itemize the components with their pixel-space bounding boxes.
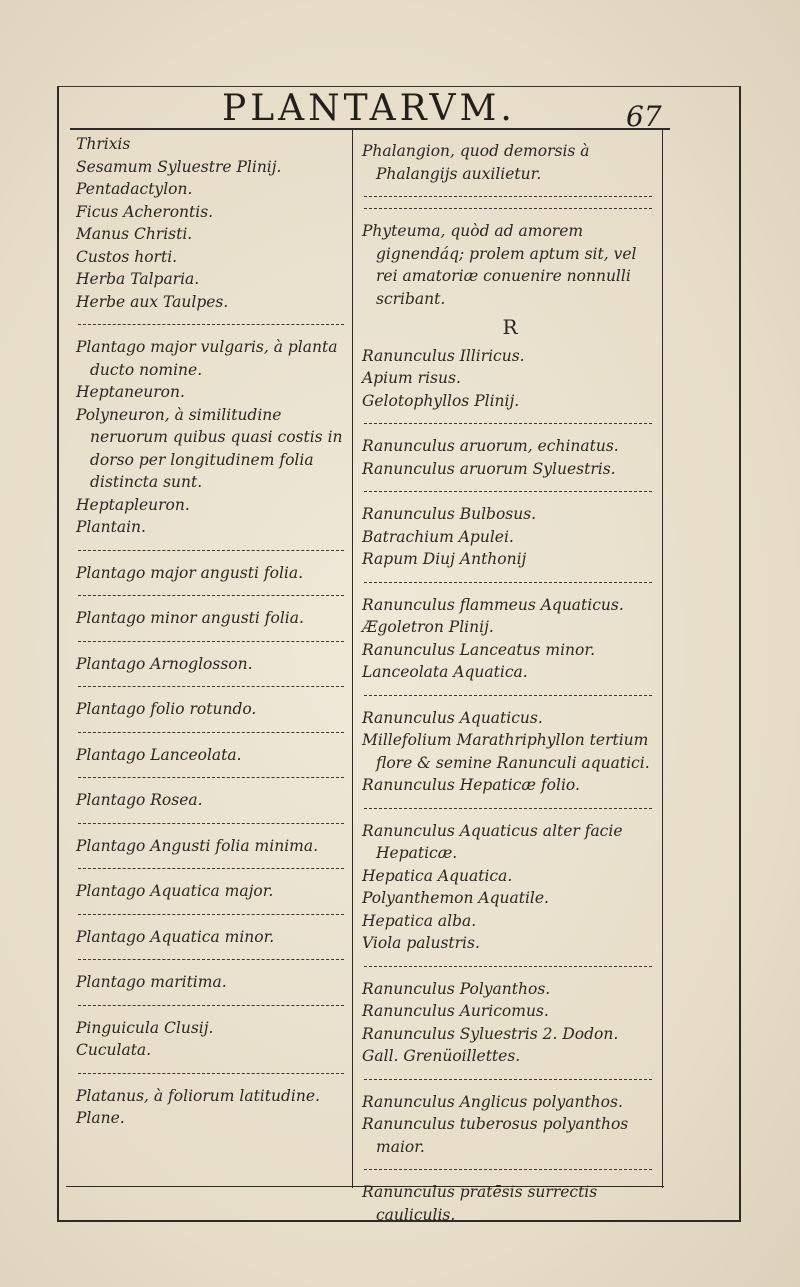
entry-separator — [364, 808, 652, 809]
plant-name: Ficus Acherontis. — [76, 202, 214, 221]
plant-name: Ranunculus aruorum Syluestris. — [362, 459, 616, 478]
plant-entry — [362, 820, 658, 955]
entry-separator — [78, 641, 344, 642]
entry-separator — [364, 1079, 652, 1080]
plant-name: Rapum Diuj Anthonij — [362, 550, 527, 568]
plant-entry — [76, 926, 350, 949]
plant-name: Ranunculus Bulbosus. — [362, 505, 537, 523]
plant-name: Ranunculus Illiricus. — [362, 346, 525, 365]
entry-separator — [78, 732, 344, 733]
plant-name: Custos horti. — [76, 247, 178, 266]
entry-separator — [78, 777, 344, 778]
entry-separator — [364, 491, 652, 492]
entry-separator — [364, 1169, 652, 1170]
plant-name: Plantain. — [76, 518, 146, 536]
plant-entry — [362, 1181, 658, 1226]
plant-name: Ranunculus flammeus Aquaticus. — [362, 595, 624, 614]
plant-entry — [76, 1017, 350, 1062]
plant-name: Viola palustris. — [362, 934, 480, 952]
plant-name: Hepatica Aquatica. — [362, 866, 513, 885]
entry-separator — [78, 823, 344, 824]
entry-separator — [78, 914, 344, 915]
plant-name: Ægoletron Plinij. — [362, 618, 494, 636]
plant-entry — [76, 562, 350, 585]
plant-entry — [76, 835, 350, 858]
plant-entry — [76, 1085, 350, 1130]
plant-entry — [362, 345, 658, 413]
plant-name: Plantago Aquatica minor. — [76, 927, 275, 946]
plant-name: Phalangion, quod demorsis à Phalangijs auxilietur. — [362, 142, 590, 183]
plant-entry — [76, 133, 350, 313]
plant-name: Phyteuma, quòd ad amorem gignendáq; prolem aptum sit, vel rei amatoriæ conuenire nonnulli scribant. — [362, 222, 637, 308]
column-divider — [352, 130, 353, 1188]
entry-separator — [78, 595, 344, 596]
plant-name: Ranunculus pratēsis surrectis cauliculis. — [362, 1183, 598, 1224]
plant-name: Pentadactylon. — [76, 180, 193, 198]
plant-name: Ranunculus Anglicus polyanthos. — [362, 1092, 623, 1111]
right-column-top — [362, 140, 658, 310]
plant-name: Gall. Grenüoillettes. — [362, 1047, 521, 1065]
plant-name: Ranunculus Aquaticus alter facie Hepaticæ. — [362, 821, 623, 862]
plant-name: Herba Talparia. — [76, 270, 200, 288]
plant-name: Batrachium Apulei. — [362, 527, 514, 546]
entry-separator — [78, 959, 344, 960]
plant-name: Plantago minor angusti folia. — [76, 609, 304, 627]
plant-name: Gelotophyllos Plinij. — [362, 391, 520, 410]
plant-entry — [362, 594, 658, 684]
plant-name: Millefolium Marathriphyllon tertium flore & semine Ranunculi aquatici. — [362, 731, 650, 772]
plant-entry — [76, 336, 350, 539]
page-title: PLANTARVM. — [222, 88, 516, 129]
plant-entry — [362, 220, 658, 310]
plant-name: Ranunculus Aquaticus. — [362, 708, 543, 727]
section-letter: R — [502, 315, 518, 339]
plant-name: Ranunculus tuberosus polyanthos maior. — [362, 1115, 629, 1156]
entry-separator — [78, 868, 344, 869]
plant-name: Polyneuron, à similitudine neruorum quibus quasi costis in dorso per longitudinem folia distincta sunt. — [76, 405, 343, 491]
entry-separator — [78, 324, 344, 325]
plant-name: Herbe aux Taulpes. — [76, 292, 229, 311]
plant-name: Lanceolata Aquatica. — [362, 663, 528, 681]
plant-name: Platanus, à foliorum latitudine. — [76, 1086, 320, 1105]
plant-entry — [362, 503, 658, 571]
plant-name: Plantago Angusti folia minima. — [76, 836, 319, 855]
entry-separator — [364, 966, 652, 967]
entry-separator — [364, 208, 652, 209]
plant-name: Plantago Lanceolata. — [76, 745, 242, 764]
plant-name: Heptapleuron. — [76, 495, 190, 514]
plant-name: Heptaneuron. — [76, 383, 185, 401]
plant-name: Plantago Arnoglosson. — [76, 654, 253, 673]
plant-entry — [362, 978, 658, 1068]
plant-name: Cuculata. — [76, 1041, 152, 1059]
plant-entry — [76, 744, 350, 767]
entry-separator — [364, 196, 652, 197]
entry-separator — [364, 695, 652, 696]
right-border-rule — [662, 130, 663, 1188]
plant-entry — [76, 880, 350, 903]
header-rule — [70, 128, 670, 130]
plant-name: Ranunculus Polyanthos. — [362, 979, 551, 998]
plant-name: Ranunculus Syluestris 2. Dodon. — [362, 1024, 619, 1043]
plant-entry — [76, 789, 350, 812]
plant-name: Manus Christi. — [76, 225, 193, 243]
plant-name: Plantago maritima. — [76, 973, 227, 991]
plant-entry — [362, 707, 658, 797]
plant-name: Ranunculus Auricomus. — [362, 1002, 549, 1020]
entry-separator — [78, 1073, 344, 1074]
plant-name: Plane. — [76, 1109, 125, 1127]
plant-name: Ranunculus Hepaticæ folio. — [362, 776, 580, 794]
plant-name: Ranunculus Lanceatus minor. — [362, 640, 596, 659]
plant-name: Apium risus. — [362, 369, 461, 387]
plant-name: Sesamum Syluestre Plinij. — [76, 157, 282, 176]
right-column — [362, 140, 658, 1226]
plant-name: Hepatica alba. — [362, 911, 477, 930]
page-number: 67 — [626, 100, 662, 133]
plant-entry — [76, 698, 350, 721]
plant-name: Plantago Rosea. — [76, 791, 203, 809]
plant-name: Plantago Aquatica major. — [76, 882, 274, 900]
plant-entry — [362, 435, 658, 480]
plant-name: Plantago major vulgaris, à planta ducto nomine. — [76, 338, 338, 379]
entry-separator — [364, 582, 652, 583]
plant-name: Polyanthemon Aquatile. — [362, 889, 549, 907]
plant-name: Ranunculus aruorum, echinatus. — [362, 437, 619, 455]
plant-entry — [362, 1091, 658, 1159]
left-column — [76, 133, 350, 1130]
plant-name: Pinguicula Clusij. — [76, 1018, 214, 1037]
entry-separator — [364, 423, 652, 424]
plant-entry — [76, 971, 350, 994]
right-column-bottom — [362, 345, 658, 1227]
plant-name: Plantago folio rotundo. — [76, 700, 257, 718]
entry-separator — [78, 1005, 344, 1006]
page-header — [66, 88, 676, 133]
plant-name: Thrixis — [76, 135, 131, 153]
entry-separator — [78, 550, 344, 551]
plant-entry — [76, 653, 350, 676]
entry-separator — [78, 686, 344, 687]
plant-name: Plantago major angusti folia. — [76, 563, 304, 582]
plant-entry — [76, 607, 350, 630]
plant-entry — [362, 140, 658, 185]
